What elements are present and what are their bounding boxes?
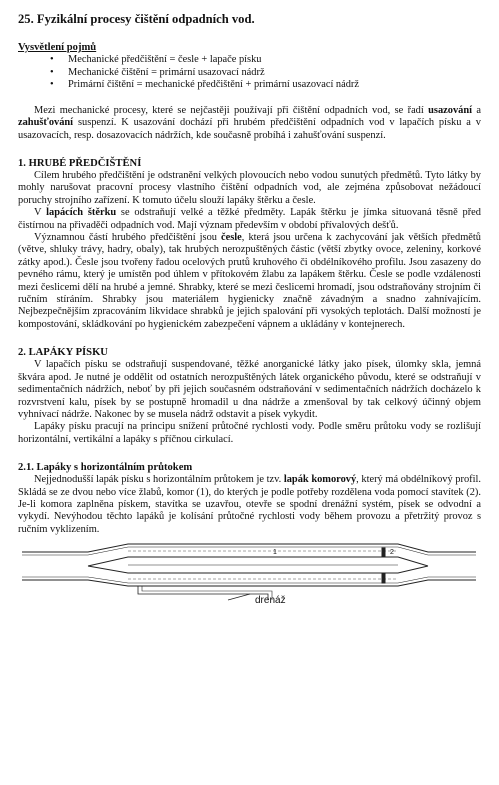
paragraph: Nejjednodušší lapák písku s horizontálním průtokem je tzv. lapák komorový, který má obdélníkový profil. Skládá se ze dvou nebo více žlabů, komor (1), do kterých je podle potřeby rozdělena voda pomocí stavítek (2). Je-li komora zaplněna pískem, stavítka se uzavřou, otevře se spodní drenážní systém, písek se odvodní a vykydí. Nevýhodou těchto lapáků je kolísání průtočné rychlosti vody během provozu a přetržitý provoz s ručním vyklizením.: [18, 474, 481, 535]
diagram-label-drain: drenáž: [255, 595, 286, 605]
diagram-label-gate: 2: [390, 549, 394, 557]
definitions-list: [18, 54, 481, 92]
subsection-heading: 2.1. Lapáky s horizontálním průtokem: [18, 462, 193, 474]
bullet-icon: •: [50, 66, 54, 78]
bullet-icon: •: [50, 79, 54, 91]
definition-item: • Primární čištění = mechanické předčištění + primární usazovací nádrž: [50, 79, 360, 91]
section-heading: 2. LAPÁKY PÍSKU: [18, 347, 108, 359]
paragraph: V lapačích písku se odstraňují suspendované, těžké anorganické látky jako písek, úlomky skla, jemná škvára apod. Je nutné je oddělit od ostatních nerozpuštěných látek organického původu, které se odstraňují v sedimentačních nádržích, neboť by při jejich současném odstraňování v sedimentačních nádržích docházelo k rozvrstvení kalu, písek by se postupně hromadil u dna nádrže a zmenšoval by tak celkový účinný objem vyhnívací nádrže. Nakonec by se musela nádrž odstavit a písek vykydit.: [18, 359, 481, 420]
definitions-section: [18, 41, 481, 92]
paragraph: Cílem hrubého předčištění je odstranění velkých plovoucích nebo vodou sunutých předmětů. Tyto látky by mohly narušovat pracovní procesy vlastního čištění odpadních vod, ale zejména způsobovat nežádoucí poruchy strojního zařízení. K tomuto účelu slouží lapáky štěrku a česle.: [18, 170, 481, 206]
definition-item: • Mechanické předčištění = česle + lapače písku: [50, 54, 262, 65]
definition-item: • Mechanické čištění = primární usazovací nádrž: [50, 66, 265, 78]
section-heading: 1. HRUBÉ PŘEDČIŠTĚNÍ: [18, 158, 142, 169]
document-title: 25. Fyzikální procesy čištění odpadních vod.: [18, 12, 255, 26]
diagram-label-chamber: 1: [273, 549, 277, 557]
grit-chamber-diagram: [18, 542, 481, 604]
paragraph: V lapácích štěrku se odstraňují velké a těžké předměty. Lapák štěrku je jímka situovaná těsně před čistírnou na přivaděči odpadních vod. Mají význam především v období přívalových dešťů.: [18, 207, 481, 231]
intro-paragraph: Mezi mechanické procesy, které se nejčastěji používají při čištění odpadních vod, se řadí usazování a zahušťování suspenzí. K usazování dochází při hrubém předčištění odpadních vod v lapačích písku a v usazovacích, resp. dosazovacích nádržích, kde současně probíhá i zahušťování suspenzí.: [18, 104, 482, 141]
paragraph: Lapáky písku pracují na principu snížení průtočné rychlosti vody. Podle směru průtoku vody se rozlišují horizontální, vertikální a lapáky s příčnou cirkulací.: [18, 421, 481, 445]
bullet-icon: •: [50, 54, 54, 65]
definitions-heading: Vysvětlení pojmů: [18, 42, 97, 53]
paragraph: Významnou částí hrubého předčištění jsou česle, která jsou určena k zachycování jak větších předmětů (větve, shluky trávy, hadry, obaly), tak hrubých nerozpuštěných částic (větší zbytky ovoce, zeleniny, korkové zátky apod.). Česle jsou tvořeny řadou ocelových prutů kruhového či obdélníkového profilu. Jsou zasazeny do pevného rámu, který je umístěn pod úhlem v přítokovém žlabu za lapákem štěrku. Česle se podle vzdálenosti mezi česlicemi dělí na hrubé a jemné. Shrabky, které se mezi česlicemi hromadí, jsou odstraňovány strojním či ručním stíráním. Shrabky jsou materiálem hygienicky značně závadným a snadno zahnívajícím. Nejbezpečnějším zpracováním likvidace shrabků je jejich spalování při vysokých teplotách. Další možností je kompostování, skládkování po hygienickém zabezpečení vápnem a ukládány v kontejnerech.: [18, 232, 481, 330]
